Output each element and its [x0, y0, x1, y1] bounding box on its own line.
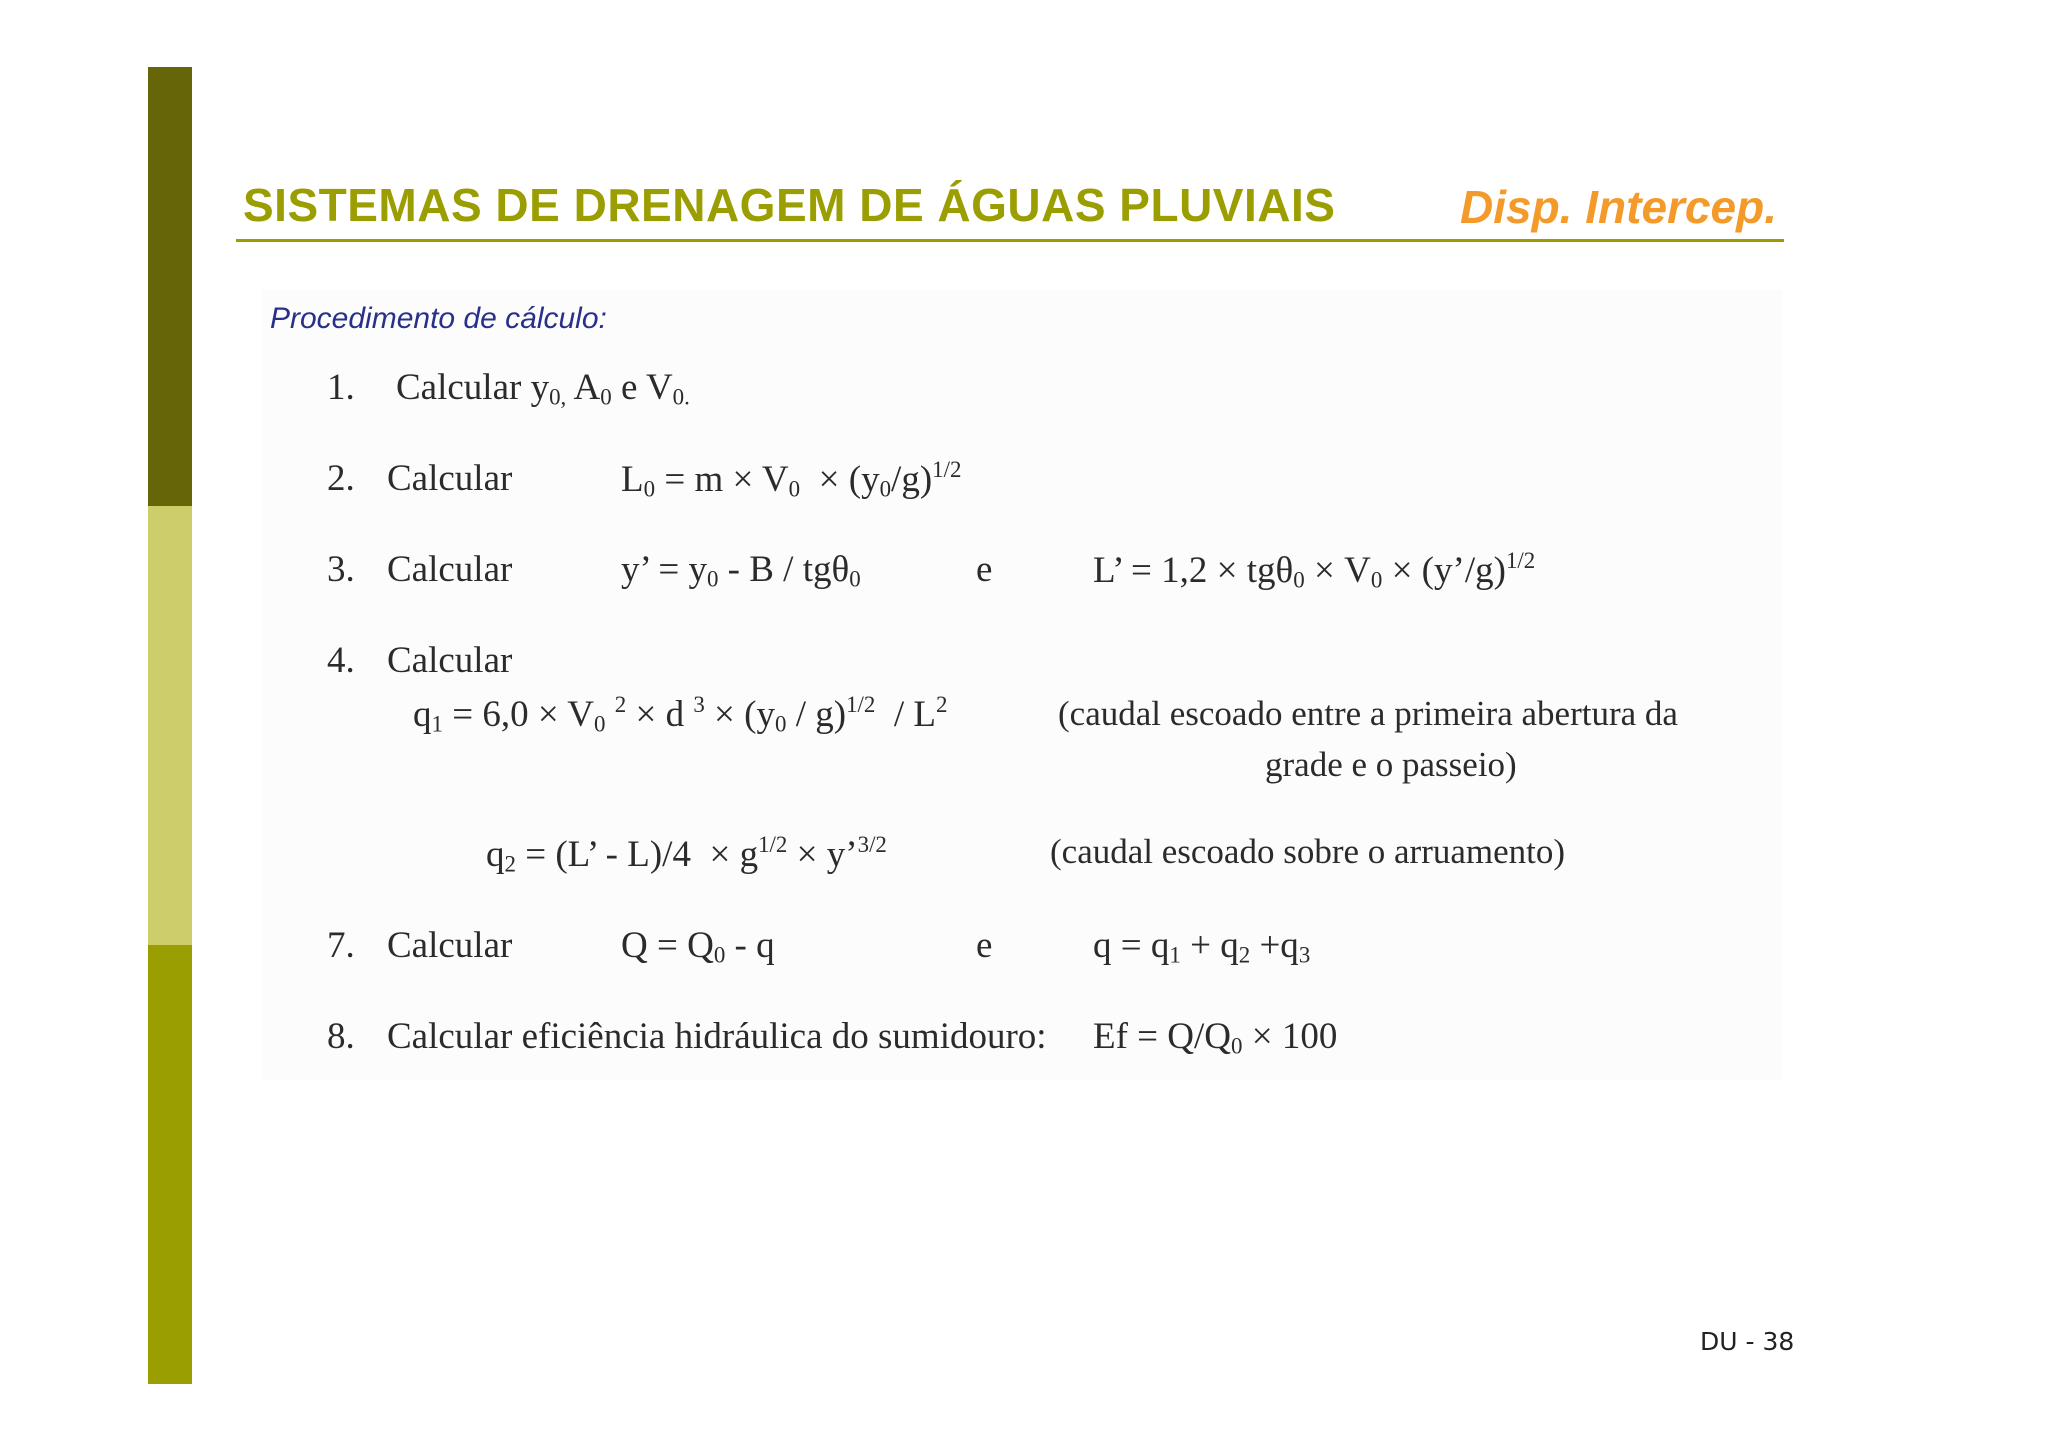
q2-equation: $q_2 = (L$’ - $L)/4 \times g^{1/2}$ × y’$^{3/2}$: [486, 832, 887, 877]
step-word: Calcular: [387, 925, 513, 966]
step-word: Calcular: [387, 640, 513, 681]
q1-note-line1: (caudal escoado entre a primeira abertura da: [1058, 694, 1678, 733]
conjunction: e: [976, 925, 993, 966]
procedure-label: Procedimento de cálculo:: [270, 302, 607, 335]
step-number: 7.: [327, 925, 355, 966]
sidebar-block-dark: [148, 67, 192, 506]
step-7-equation-2: $q = q_1 + q_2 +q_3$: [1093, 925, 1311, 968]
step-7-equation: $Q = Q_0 - q$: [621, 925, 775, 968]
step-3-equation: y’ = $y_0$ - B / tgθ$_0$: [621, 549, 861, 592]
sidebar-block-medium: [148, 945, 192, 1384]
q2-note: (caudal escoado sobre o arruamento): [1050, 832, 1566, 871]
step-word: Calcular: [387, 549, 513, 590]
q1-note-line2: grade e o passeio): [1265, 745, 1517, 784]
step-3-equation-2: L’ = $1,2 \times tg\theta_0 \times V_0$ × (y’/g)$^{1/2}$: [1093, 548, 1536, 593]
page-number: DU - 38: [1700, 1327, 1795, 1356]
step-1-text: Calcular $y_{0,}$ $A_0$ e $V_{0.}$: [396, 367, 690, 410]
sidebar-block-light: [148, 506, 192, 945]
step-number: 1.: [327, 367, 355, 408]
step-word: Calcular: [387, 458, 513, 499]
page-title: SISTEMAS DE DRENAGEM DE ÁGUAS PLUVIAIS: [243, 179, 1336, 231]
section-subtitle: Disp. Intercep.: [1460, 181, 1777, 233]
step-number: 4.: [327, 640, 355, 681]
step-number: 2.: [327, 458, 355, 499]
q1-equation: $q_1 = 6,0 \times V_0$ $^2$ × d $^3 \times (y_0 / g)^{1/2} / L^2$: [413, 692, 948, 737]
conjunction: e: [976, 549, 993, 590]
step-number: 3.: [327, 549, 355, 590]
step-number: 8.: [327, 1016, 355, 1057]
step-8-equation: $Ef = Q/Q_0 \times 100$: [1093, 1016, 1338, 1059]
step-8-text: Calcular eficiência hidráulica do sumidouro:: [387, 1016, 1047, 1057]
title-underline: [236, 239, 1784, 242]
step-2-equation: $L_0 = m \times V_0 \times (y_0/g)^{1/2}$: [621, 457, 962, 502]
